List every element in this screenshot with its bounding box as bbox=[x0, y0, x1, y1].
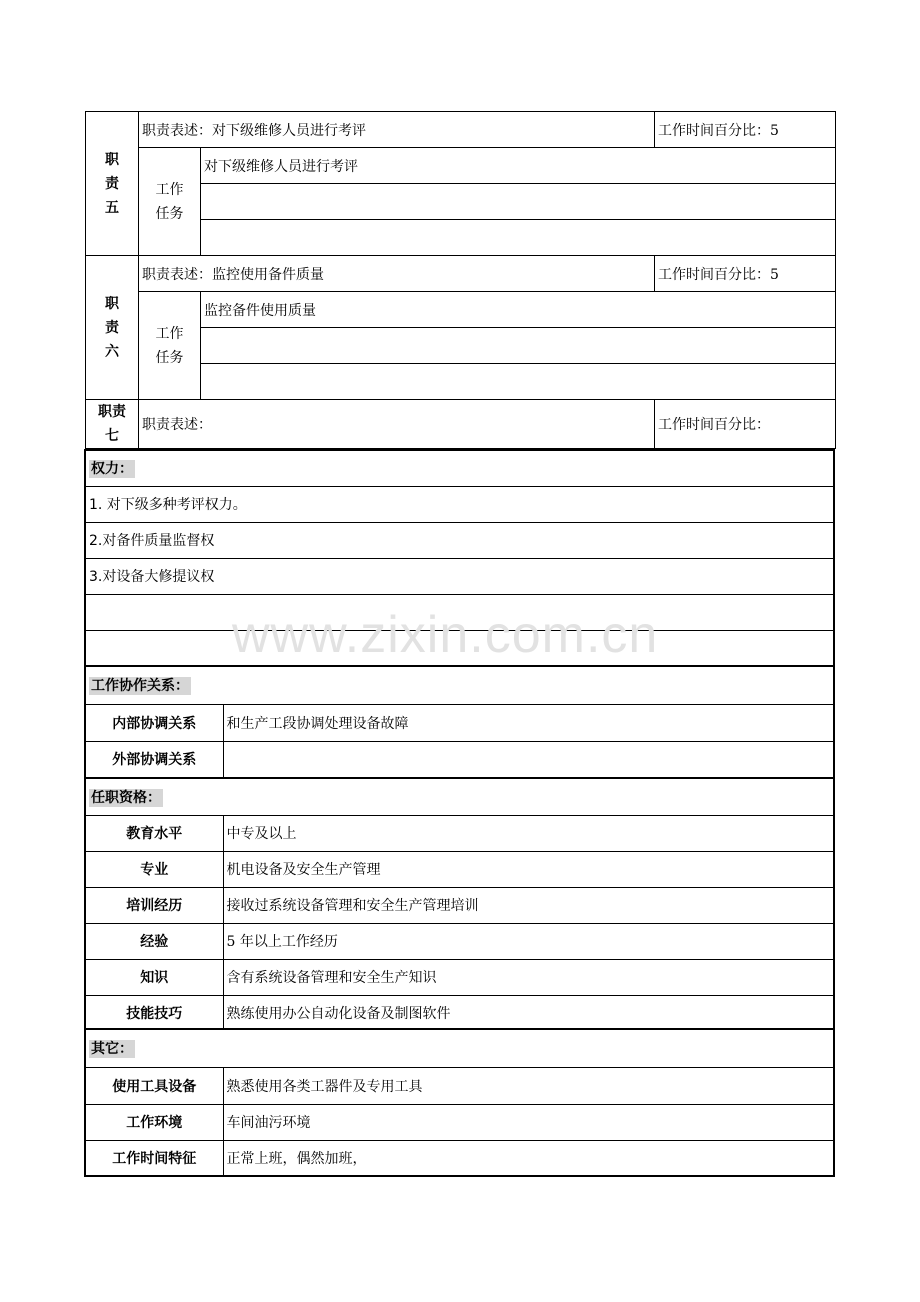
desc-prefix: 职责表述： bbox=[142, 417, 212, 433]
duty-5-label-text: 职 责 五 bbox=[105, 151, 119, 216]
knowledge-value: 含有系统设备管理和安全生产知识 bbox=[223, 959, 833, 995]
experience-value: 5 年以上工作经历 bbox=[223, 923, 833, 959]
desc-prefix: 职责表述： bbox=[142, 122, 212, 139]
authority-item: 2.对备件质量监督权 bbox=[86, 522, 833, 558]
duty-6-task-1: 监控备件使用质量 bbox=[201, 292, 836, 328]
task-label-text: 工作 任务 bbox=[155, 325, 184, 366]
other-heading bbox=[86, 1030, 833, 1067]
work-time-label: 工作时间特征 bbox=[86, 1140, 223, 1175]
other-heading-text: 其它： bbox=[91, 1041, 133, 1058]
education-value: 中专及以上 bbox=[223, 815, 833, 851]
cooperation-heading bbox=[86, 667, 833, 704]
experience-label: 经验 bbox=[86, 923, 223, 959]
other-table bbox=[86, 1030, 833, 1175]
environment-value: 车间油污环境 bbox=[223, 1104, 833, 1140]
external-relation-label: 外部协调关系 bbox=[86, 741, 223, 777]
qualification-heading-text: 任职资格： bbox=[91, 789, 161, 806]
authority-heading bbox=[86, 451, 833, 486]
duty-6-label bbox=[86, 256, 139, 400]
duty-6-task-label bbox=[139, 292, 201, 400]
task-label-text: 工作 任务 bbox=[155, 181, 184, 222]
pct-value: 5 bbox=[770, 266, 779, 283]
duty-5-desc-row bbox=[86, 112, 836, 148]
duty-7-desc-row bbox=[86, 400, 836, 449]
authority-section bbox=[84, 449, 835, 667]
duty-6-description bbox=[139, 256, 655, 292]
duty-5-task-1: 对下级维修人员进行考评 bbox=[201, 148, 836, 184]
duty-7-label-text: 职责 七 bbox=[98, 404, 126, 444]
work-time-value: 正常上班，偶然加班， bbox=[223, 1140, 833, 1175]
external-relation-value bbox=[223, 741, 833, 777]
authority-heading-text: 权力： bbox=[91, 461, 133, 478]
duty-5-time-percent bbox=[655, 112, 836, 148]
major-label: 专业 bbox=[86, 851, 223, 887]
duties-table bbox=[85, 111, 836, 449]
internal-relation-value: 和生产工段协调处理设备故障 bbox=[223, 704, 833, 741]
education-label: 教育水平 bbox=[86, 815, 223, 851]
duty-6-time-percent bbox=[655, 256, 836, 292]
authority-item: 3.对设备大修提议权 bbox=[86, 558, 833, 594]
other-section bbox=[84, 1028, 835, 1177]
authority-table bbox=[86, 451, 833, 665]
watermark: www.zixin.com.cn bbox=[232, 606, 659, 664]
cooperation-table bbox=[86, 667, 833, 777]
duty-7-label bbox=[86, 400, 139, 449]
tools-value: 熟悉使用各类工器件及专用工具 bbox=[223, 1067, 833, 1104]
qualification-heading bbox=[86, 779, 833, 815]
duty-5-description bbox=[139, 112, 655, 148]
tools-label: 使用工具设备 bbox=[86, 1067, 223, 1104]
pct-label: 工作时间百分比： bbox=[658, 266, 770, 283]
cooperation-section bbox=[84, 665, 835, 779]
training-value: 接收过系统设备管理和安全生产管理培训 bbox=[223, 887, 833, 923]
duty-5-task-label bbox=[139, 148, 201, 256]
authority-item: 1. 对下级多种考评权力。 bbox=[86, 486, 833, 522]
authority-item bbox=[86, 594, 833, 630]
desc-text: 监控使用备件质量 bbox=[212, 266, 324, 283]
pct-label: 工作时间百分比： bbox=[658, 122, 770, 139]
pct-value: 5 bbox=[770, 122, 779, 139]
duty-6-label-text: 职 责 六 bbox=[105, 295, 119, 360]
desc-prefix: 职责表述： bbox=[142, 266, 212, 283]
duty-5-task-2 bbox=[201, 184, 836, 220]
duty-7-description bbox=[139, 400, 655, 449]
duty-6-task-2 bbox=[201, 328, 836, 364]
authority-item bbox=[86, 630, 833, 665]
duty-5-task-3 bbox=[201, 220, 836, 256]
skills-label: 技能技巧 bbox=[86, 995, 223, 1030]
knowledge-label: 知识 bbox=[86, 959, 223, 995]
duty-5-label bbox=[86, 112, 139, 256]
internal-relation-label: 内部协调关系 bbox=[86, 704, 223, 741]
pct-label: 工作时间百分比： bbox=[658, 417, 770, 433]
major-value: 机电设备及安全生产管理 bbox=[223, 851, 833, 887]
cooperation-heading-text: 工作协作关系： bbox=[91, 678, 189, 695]
duty-6-task-3 bbox=[201, 364, 836, 400]
skills-value: 熟练使用办公自动化设备及制图软件 bbox=[223, 995, 833, 1030]
qualification-table bbox=[86, 779, 833, 1030]
desc-text: 对下级维修人员进行考评 bbox=[212, 122, 366, 139]
qualification-section bbox=[84, 777, 835, 1030]
environment-label: 工作环境 bbox=[86, 1104, 223, 1140]
duty-6-desc-row bbox=[86, 256, 836, 292]
duty-7-time-percent bbox=[655, 400, 836, 449]
training-label: 培训经历 bbox=[86, 887, 223, 923]
